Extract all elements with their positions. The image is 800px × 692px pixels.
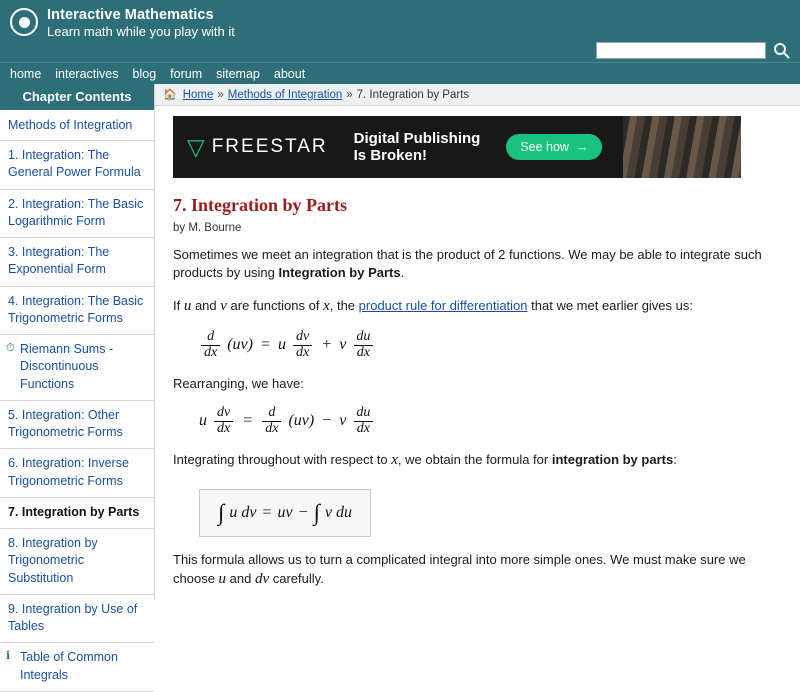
frac-d-dx-2 bbox=[262, 406, 281, 436]
frac-denominator: dx bbox=[354, 345, 373, 361]
nav-item-home[interactable]: home bbox=[10, 66, 42, 81]
ad-brand-name: FREESTAR bbox=[211, 136, 328, 157]
breadcrumb-separator-2: » bbox=[346, 88, 353, 101]
eq2-term2-var: v bbox=[339, 412, 347, 430]
circle-target-icon bbox=[10, 8, 38, 36]
frac-du-dx-2 bbox=[353, 406, 373, 436]
para5-part1: This formula allows us to turn a complicated integral into more simple ones. We must make sure we choose bbox=[173, 551, 746, 587]
paragraph-intro bbox=[173, 246, 784, 283]
search-icon[interactable] bbox=[773, 42, 790, 59]
eq1-equals: = bbox=[260, 336, 271, 354]
frac-denominator: dx bbox=[293, 345, 312, 361]
main-nav[interactable] bbox=[0, 62, 800, 84]
sidebar-item-label: Table of Common Integrals bbox=[20, 650, 118, 682]
brand-text bbox=[47, 6, 235, 39]
sidebar-item-3[interactable]: 3. Integration: The Exponential Form bbox=[0, 238, 154, 287]
para1-part3: . bbox=[400, 265, 405, 281]
para4-part3: : bbox=[673, 452, 677, 468]
eq3-term1: u dv bbox=[229, 503, 257, 521]
product-rule-link[interactable]: product rule for differentiation bbox=[358, 297, 528, 313]
ad-cta-label: See how bbox=[520, 140, 569, 154]
article bbox=[155, 178, 800, 590]
para4-part2: , we obtain the formula for bbox=[397, 452, 552, 468]
paragraph-rearranging: Rearranging, we have: bbox=[173, 375, 304, 391]
frac-denominator: dx bbox=[354, 421, 373, 437]
equation-product-rule bbox=[199, 330, 784, 360]
breadcrumb-current: 7. Integration by Parts bbox=[356, 88, 470, 101]
frac-d-dx bbox=[201, 330, 220, 360]
ad-photo bbox=[623, 116, 741, 178]
eq2-arg: (uv) bbox=[288, 412, 315, 430]
nav-item-interactives[interactable]: interactives bbox=[55, 66, 119, 81]
freestar-mark-icon: ▽ bbox=[187, 133, 205, 160]
math-x-2: x bbox=[391, 452, 398, 469]
frac-denominator: dx bbox=[201, 345, 220, 361]
math-u: u bbox=[183, 297, 192, 314]
ad-logo bbox=[187, 133, 328, 160]
equation-rearranged bbox=[199, 406, 784, 436]
clock-icon: ⏱ bbox=[6, 342, 15, 354]
sidebar-item-riemann-sums[interactable] bbox=[0, 335, 154, 401]
para1-part1: Sometimes we meet an integration that is the product of 2 functions. We may be able to integrate such products by using bbox=[173, 247, 762, 281]
breadcrumb-home[interactable]: Home bbox=[182, 88, 214, 101]
para1-bold: Integration by Parts bbox=[278, 265, 401, 281]
site-header bbox=[0, 0, 800, 62]
home-icon[interactable]: 🏠 bbox=[163, 89, 177, 101]
eq3-equals: = bbox=[262, 503, 272, 521]
ad-headline-line2: Is Broken! bbox=[353, 147, 427, 164]
para5-part2: and bbox=[226, 571, 255, 587]
nav-item-blog[interactable]: blog bbox=[132, 66, 157, 81]
breadcrumb bbox=[155, 84, 800, 106]
site-tagline: Learn math while you play with it bbox=[47, 24, 235, 40]
eq2-lhs-var: u bbox=[199, 412, 207, 430]
sidebar-item-methods-of-integration[interactable]: Methods of Integration bbox=[0, 110, 154, 141]
eq2-minus: − bbox=[322, 412, 332, 430]
nav-item-sitemap[interactable]: sitemap bbox=[216, 66, 260, 81]
sidebar-item-5[interactable]: 5. Integration: Other Trigonometric Forms bbox=[0, 401, 154, 450]
paragraph-product-rule bbox=[173, 296, 784, 317]
math-u-2: u bbox=[218, 571, 227, 588]
nav-item-forum[interactable]: forum bbox=[170, 66, 203, 81]
ad-headline bbox=[354, 130, 481, 165]
math-dv: dv bbox=[254, 571, 270, 588]
search-area[interactable] bbox=[596, 42, 790, 59]
frac-denominator: dx bbox=[262, 421, 281, 437]
frac-dv-dx-2 bbox=[214, 406, 233, 436]
sidebar-item-9[interactable]: 9. Integration by Use of Tables bbox=[0, 595, 154, 644]
page-layout bbox=[0, 84, 800, 682]
frac-numerator: d bbox=[268, 405, 276, 421]
brand[interactable] bbox=[10, 6, 790, 39]
byline: by M. Bourne bbox=[173, 222, 242, 234]
equation-integration-by-parts bbox=[199, 489, 371, 537]
sidebar-item-2[interactable]: 2. Integration: The Basic Logarithmic Form bbox=[0, 190, 154, 239]
info-icon: ℹ bbox=[6, 650, 11, 663]
sidebar-item-8[interactable]: 8. Integration by Trigonometric Substitution bbox=[0, 529, 154, 595]
para4-part1: Integrating throughout with respect to bbox=[173, 452, 392, 468]
sidebar-item-label: Riemann Sums - Discontinuous Functions bbox=[20, 342, 114, 391]
paragraph-integrating bbox=[173, 450, 784, 471]
ad-cta-button[interactable] bbox=[506, 134, 602, 160]
sidebar bbox=[0, 84, 155, 682]
sidebar-item-table-of-common-integrals[interactable] bbox=[0, 643, 154, 692]
frac-numerator: du bbox=[356, 329, 371, 345]
eq1-term1-var: u bbox=[278, 336, 287, 354]
eq2-equals: = bbox=[243, 412, 253, 430]
para5-part3: carefully. bbox=[269, 571, 324, 587]
para2-part3: are functions of bbox=[226, 297, 324, 313]
math-x: x bbox=[323, 297, 330, 314]
eq3-term2: uv bbox=[277, 503, 293, 521]
integral-sign-icon: ∫ bbox=[218, 499, 225, 525]
site-title: Interactive Mathematics bbox=[47, 7, 214, 23]
ad-headline-line1: Digital Publishing bbox=[353, 129, 481, 147]
frac-dv-dx bbox=[293, 330, 312, 360]
para2-part5: that we met earlier gives us: bbox=[527, 297, 693, 313]
para4-bold: integration by parts bbox=[551, 452, 674, 468]
nav-item-about[interactable]: about bbox=[273, 66, 306, 81]
breadcrumb-section[interactable]: Methods of Integration bbox=[227, 88, 343, 101]
sidebar-item-1[interactable]: 1. Integration: The General Power Formula bbox=[0, 141, 154, 190]
arrow-right-icon: → bbox=[575, 140, 589, 154]
page-title: 7. Integration by Parts bbox=[173, 195, 347, 215]
eq1-term2-var: v bbox=[339, 336, 347, 354]
frac-numerator: dv bbox=[296, 329, 310, 345]
frac-numerator: d bbox=[207, 329, 215, 345]
frac-numerator: dv bbox=[217, 405, 231, 421]
advertisement-banner[interactable] bbox=[173, 116, 741, 178]
frac-du-dx bbox=[353, 330, 373, 360]
para2-part4: , the bbox=[329, 297, 359, 313]
eq1-plus: + bbox=[322, 336, 332, 354]
frac-numerator: du bbox=[356, 405, 371, 421]
frac-denominator: dx bbox=[214, 421, 233, 437]
eq3-minus: − bbox=[298, 503, 308, 521]
paragraph-closing bbox=[173, 551, 784, 591]
breadcrumb-separator: » bbox=[217, 88, 224, 101]
math-v: v bbox=[220, 297, 227, 314]
para2-part2: and bbox=[191, 297, 221, 313]
main-content bbox=[155, 84, 800, 600]
eq3-term3: v du bbox=[324, 503, 353, 521]
sidebar-item-4[interactable]: 4. Integration: The Basic Trigonometric Forms bbox=[0, 287, 154, 336]
para2-part1: If bbox=[173, 297, 184, 313]
integral-sign-icon-2: ∫ bbox=[313, 499, 320, 525]
eq1-arg: (uv) bbox=[227, 336, 253, 354]
sidebar-heading: Chapter Contents bbox=[0, 84, 154, 110]
search-input[interactable] bbox=[596, 42, 766, 59]
sidebar-item-6[interactable]: 6. Integration: Inverse Trigonometric Forms bbox=[0, 449, 154, 498]
sidebar-item-7-current[interactable]: 7. Integration by Parts bbox=[0, 498, 154, 529]
